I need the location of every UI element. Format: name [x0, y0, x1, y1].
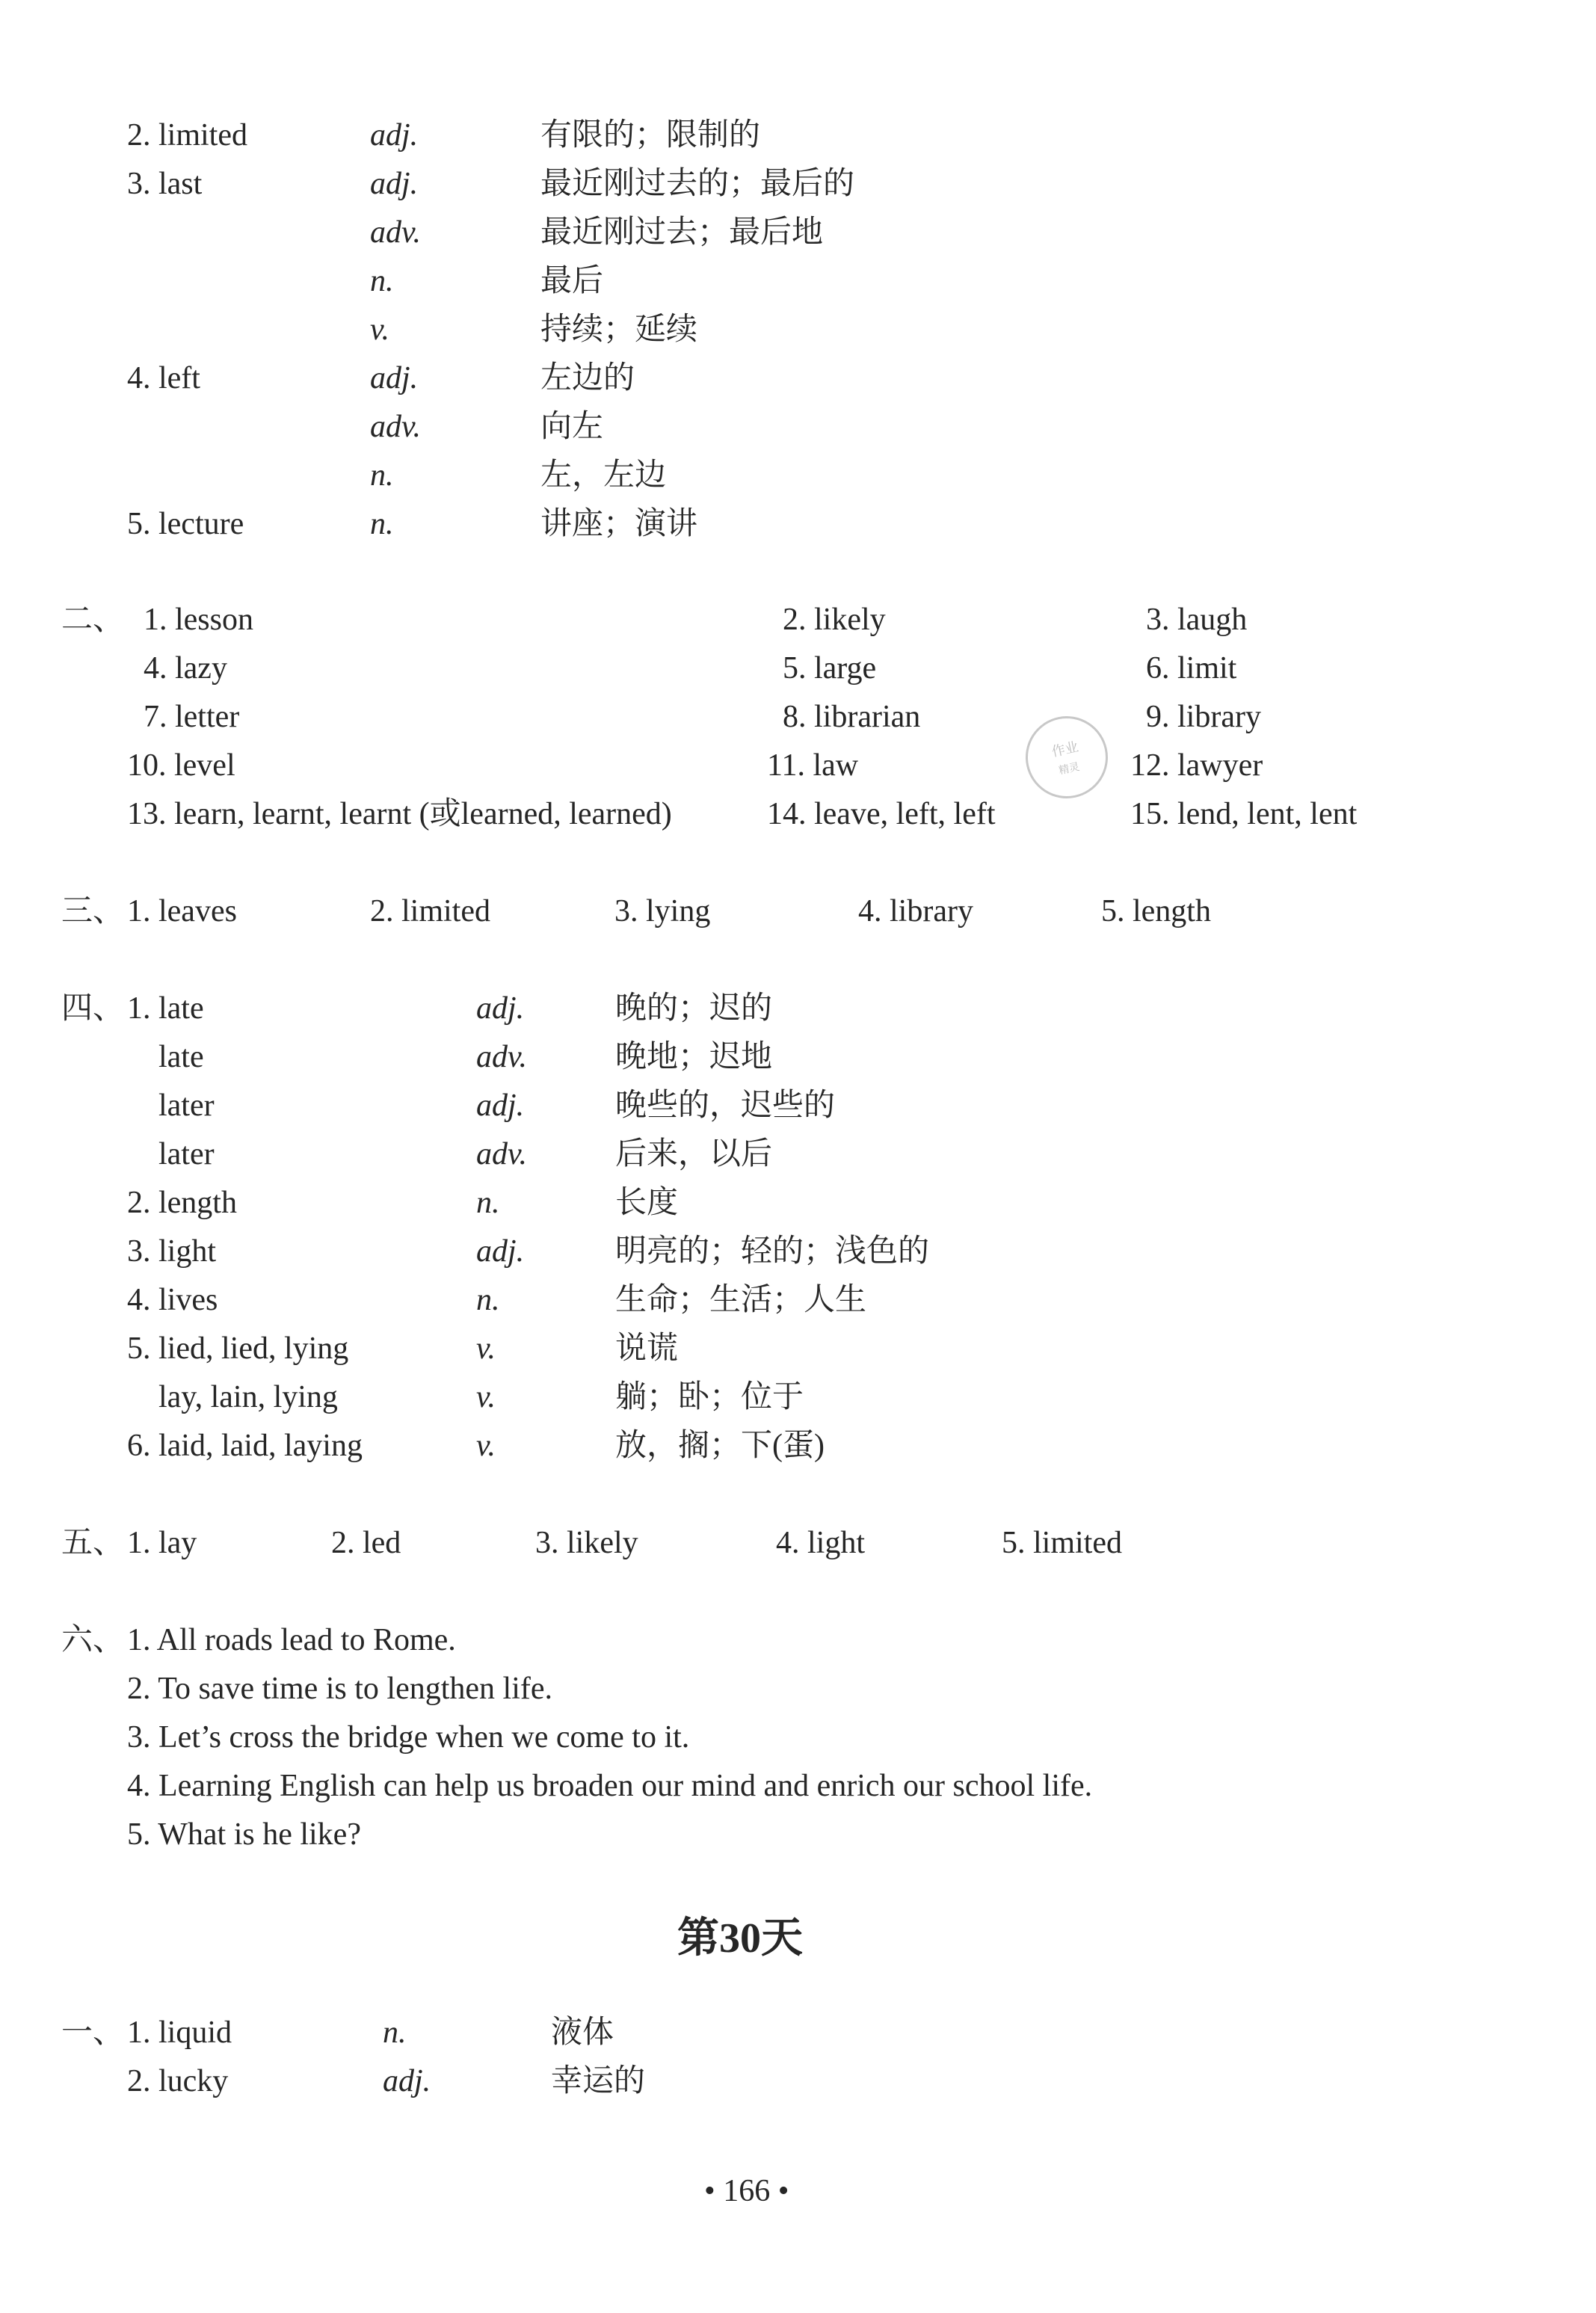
section-label: 六、: [61, 1623, 125, 1657]
vocab-word: 4. lives: [127, 1283, 218, 1317]
vocab-pos: adv.: [476, 1040, 528, 1074]
vocab-meaning: 讲座；演讲: [540, 507, 698, 541]
vocab-pos: n.: [370, 264, 394, 298]
answer-item: 2. limited: [370, 894, 490, 928]
answer-item: 2. led: [331, 1526, 401, 1560]
vocab-pos: n.: [370, 507, 394, 541]
vocab-pos: adj.: [370, 118, 419, 153]
vocab-meaning: 晚的；迟的: [615, 991, 773, 1026]
answer-item: 4. library: [858, 894, 973, 928]
vocab-meaning: 持续；延续: [540, 312, 698, 347]
vocab-meaning: 左边的: [540, 361, 635, 395]
answer-item: 14. leave, left, left: [767, 797, 996, 831]
section-label: 五、: [61, 1526, 125, 1560]
answer-item: 2. likely: [783, 603, 886, 637]
page-number: • 166 •: [704, 2174, 789, 2208]
vocab-pos: adj.: [370, 361, 419, 395]
vocab-meaning: 放，搁；下(蛋): [615, 1429, 825, 1463]
vocab-word: 2. length: [127, 1186, 237, 1220]
answer-item: 5. length: [1101, 894, 1211, 928]
vocab-pos: v.: [476, 1331, 496, 1366]
vocab-meaning: 最近刚过去的；最后的: [540, 167, 855, 201]
vocab-meaning: 最近刚过去；最后地: [540, 215, 824, 250]
vocab-word: 5. lied, lied, lying: [127, 1331, 349, 1366]
vocab-meaning: 向左: [540, 410, 604, 444]
vocab-meaning: 晚些的，迟些的: [615, 1088, 836, 1123]
vocab-word: 1. late: [127, 991, 204, 1026]
vocab-pos: n.: [383, 2015, 407, 2050]
answer-item: 1. lay: [127, 1526, 197, 1560]
vocab-pos: n.: [370, 458, 394, 493]
answer-item: 5. limited: [1002, 1526, 1122, 1560]
watermark-stamp: [1018, 709, 1115, 806]
vocab-word: 4. left: [127, 361, 200, 395]
vocab-pos: v.: [370, 312, 390, 347]
vocab-pos: adj.: [383, 2064, 431, 2098]
answer-item: 3. likely: [535, 1526, 638, 1560]
vocab-pos: adv.: [370, 410, 422, 444]
vocab-pos: adj.: [476, 991, 525, 1026]
answer-item: 9. library: [1146, 700, 1261, 734]
sentence: 3. Let’s cross the bridge when we come to it.: [127, 1720, 690, 1755]
vocab-word: later: [158, 1137, 215, 1171]
vocab-meaning: 左，左边: [540, 458, 667, 493]
vocab-pos: adj.: [476, 1088, 525, 1123]
answer-item: 13. learn, learnt, learnt (或learned, learned): [127, 797, 672, 831]
vocab-meaning: 说谎: [615, 1331, 679, 1366]
answer-item: 12. lawyer: [1130, 748, 1263, 783]
answer-item: 4. light: [776, 1526, 866, 1560]
answer-item: 4. lazy: [144, 651, 227, 686]
sentence: 4. Learning English can help us broaden our mind and enrich our school life.: [127, 1769, 1093, 1803]
answer-item: 11. law: [767, 748, 859, 783]
day-heading: 第30天: [677, 1915, 803, 1962]
vocab-pos: v.: [476, 1429, 496, 1463]
answer-item: 6. limit: [1146, 651, 1237, 686]
vocab-word: 2. limited: [127, 118, 247, 153]
vocab-meaning: 生命；生活；人生: [615, 1283, 867, 1317]
stamp-text-bottom: 精灵: [1057, 760, 1081, 777]
answer-item: 1. lesson: [144, 603, 253, 637]
vocab-pos: v.: [476, 1380, 496, 1414]
vocab-word: 3. light: [127, 1234, 217, 1269]
vocab-pos: n.: [476, 1283, 500, 1317]
vocab-word: 1. liquid: [127, 2015, 232, 2050]
vocab-meaning: 液体: [551, 2015, 614, 2050]
section-label: 一、: [61, 2015, 125, 2050]
answer-item: 10. level: [127, 748, 235, 783]
answer-item: 8. librarian: [783, 700, 921, 734]
sentence: 1. All roads lead to Rome.: [127, 1623, 456, 1657]
vocab-meaning: 有限的；限制的: [540, 118, 761, 153]
section-label: 二、: [61, 603, 125, 637]
vocab-word: 3. last: [127, 167, 203, 201]
answer-item: 7. letter: [144, 700, 240, 734]
vocab-word: 6. laid, laid, laying: [127, 1429, 363, 1463]
vocab-meaning: 明亮的；轻的；浅色的: [615, 1234, 930, 1269]
vocab-pos: adv.: [476, 1137, 528, 1171]
answer-item: 5. large: [783, 651, 877, 686]
vocab-pos: adv.: [370, 215, 422, 250]
vocab-pos: adj.: [370, 167, 419, 201]
stamp-text-top: 作业: [1050, 739, 1080, 760]
vocab-meaning: 后来，以后: [615, 1137, 773, 1171]
vocab-word: late: [158, 1040, 204, 1074]
vocab-word: later: [158, 1088, 215, 1123]
answer-item: 3. laugh: [1146, 603, 1248, 637]
vocab-pos: n.: [476, 1186, 500, 1220]
answer-item: 3. lying: [614, 894, 711, 928]
vocab-meaning: 长度: [615, 1186, 679, 1220]
sentence: 2. To save time is to lengthen life.: [127, 1672, 553, 1706]
section-label: 四、: [61, 991, 125, 1026]
vocab-meaning: 晚地；迟地: [615, 1040, 773, 1074]
sentence: 5. What is he like?: [127, 1817, 361, 1852]
vocab-meaning: 幸运的: [551, 2064, 646, 2098]
vocab-word: 5. lecture: [127, 507, 244, 541]
vocab-meaning: 最后: [540, 264, 604, 298]
section-label: 三、: [61, 894, 125, 928]
vocab-meaning: 躺；卧；位于: [615, 1380, 804, 1414]
vocab-pos: adj.: [476, 1234, 525, 1269]
vocab-word: 2. lucky: [127, 2064, 229, 2098]
answer-item: 1. leaves: [127, 894, 237, 928]
vocab-word: lay, lain, lying: [158, 1380, 338, 1414]
answer-item: 15. lend, lent, lent: [1130, 797, 1358, 831]
